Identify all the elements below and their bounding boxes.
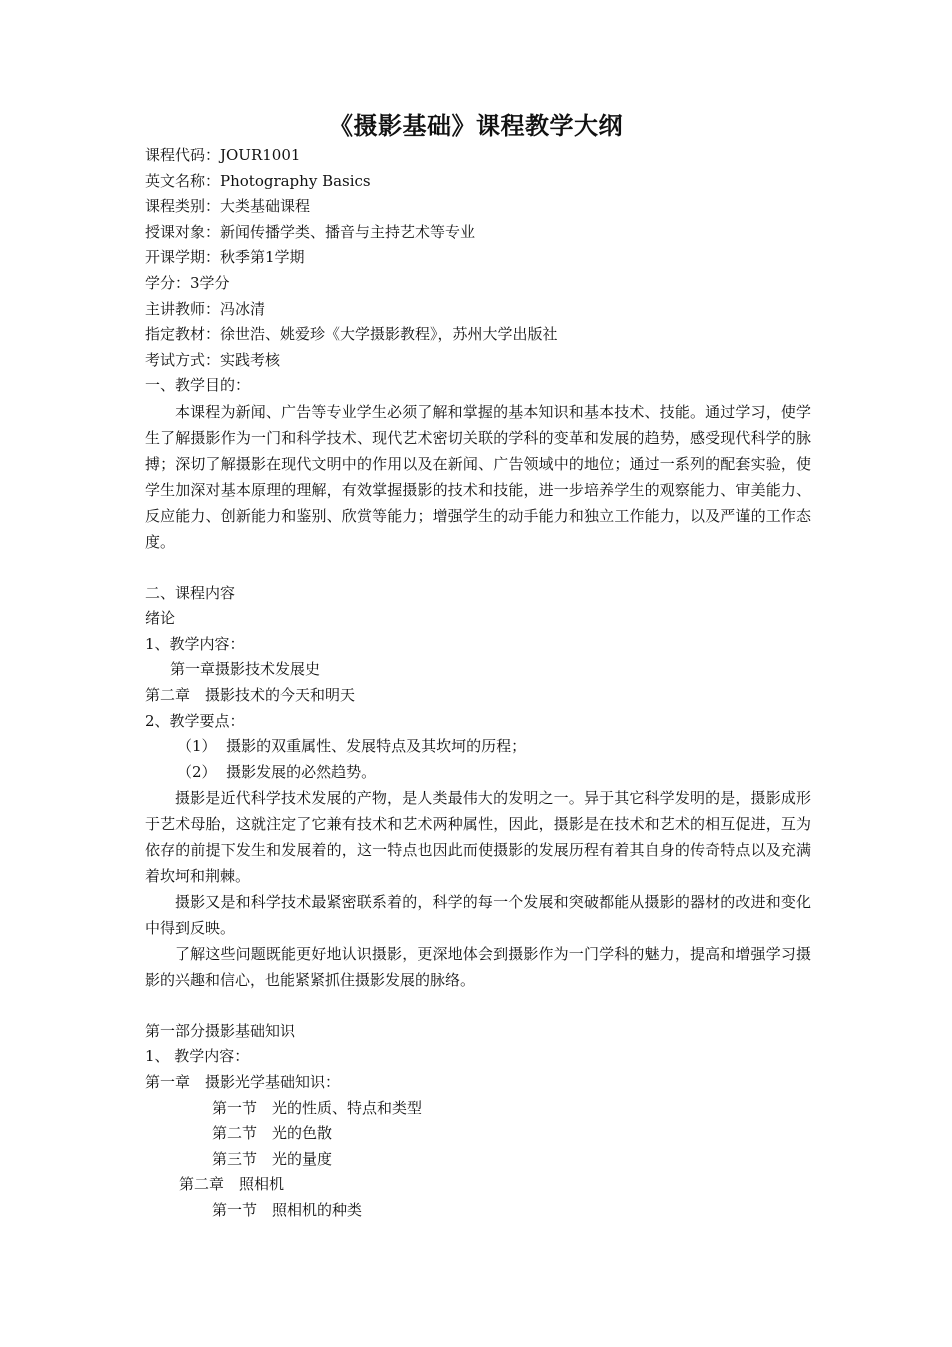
- intro-paragraph-3: 了解这些问题既能更好地认识摄影，更深地体会到摄影作为一门学科的魅力，提高和增强学习摄影的兴趣和信心，也能紧紧抓住摄影发展的脉络。: [145, 945, 811, 990]
- section-heading-content: 二、课程内容: [145, 583, 236, 602]
- intro-paragraph-1: 摄影是近代科学技术发展的产物，是人类最伟大的发明之一。异于其它科学发明的是，摄影成形于艺术母胎，这就注定了它兼有技术和艺术两种属性，因此，摄影是在技术和艺术的相互促进，互为依存的前提下发生和发展着的，这一特点也因此而使摄影的发展历程有着其自身的传奇特点以及充满着坎坷和荆棘。: [145, 789, 811, 886]
- info-audience: 授课对象：新闻传播学类、播音与主持艺术等专业: [145, 222, 476, 241]
- document-body: [145, 143, 811, 1224]
- document-title: 《摄影基础》课程教学大纲: [329, 112, 623, 140]
- info-semester: 开课学期：秋季第1学期: [145, 248, 305, 267]
- chapter1-section-3: 第三节 光的量度: [212, 1149, 333, 1168]
- info-course-code: 课程代码：JOUR1001: [145, 146, 301, 164]
- intro-paragraph-2: 摄影又是和科学技术最紧密联系着的，科学的每一个发展和突破都能从摄影的器材的改进和变化中得到反映。: [145, 893, 811, 938]
- part1-content-label: 1、 教学内容：: [145, 1047, 250, 1066]
- intro-chapter-1: 第一章摄影技术发展史: [170, 660, 321, 679]
- part1-chapter-1: 第一章 摄影光学基础知识：: [145, 1073, 341, 1092]
- content-label: 1、教学内容：: [145, 634, 245, 653]
- info-credits: 学分：3学分: [145, 273, 230, 292]
- info-exam-method: 考试方式：实践考核: [145, 350, 281, 369]
- intro-heading: 绪论: [145, 609, 176, 628]
- chapter1-section-2: 第二节 光的色散: [212, 1124, 333, 1143]
- part1-heading: 第一部分摄影基础知识: [145, 1021, 296, 1040]
- part1-chapter-2: 第二章 照相机: [179, 1175, 285, 1194]
- objectives-paragraph: 本课程为新闻、广告等专业学生必须了解和掌握的基本知识和基本技术、技能。通过学习，使学生了解摄影作为一门和科学技术、现代艺术密切关联的学科的变革和发展的趋势，感受现代科学的脉搏；深切了解摄影在现代文明中的作用以及在新闻、广告领域中的地位；通过一系列的配套实验，使学生加深对基本原理的理解，有效掌握摄影的技术和技能，进一步培养学生的观察能力、审美能力、反应能力、创新能力和鉴别、欣赏等能力；增强学生的动手能力和独立工作能力，以及严谨的工作态度。: [145, 402, 811, 551]
- chapter1-section-1: 第一节 光的性质、特点和类型: [212, 1098, 423, 1117]
- chapter2-section-1: 第一节 照相机的种类: [212, 1201, 363, 1220]
- point-item-1: （1） 摄影的双重属性、发展特点及其坎坷的历程；: [177, 737, 527, 756]
- intro-chapter-2: 第二章 摄影技术的今天和明天: [145, 685, 356, 704]
- info-course-category: 课程类别：大类基础课程: [145, 197, 311, 216]
- info-textbook: 指定教材：徐世浩、姚爱珍《大学摄影教程》，苏州大学出版社: [145, 325, 558, 344]
- blank-line: [145, 555, 811, 581]
- point-item-2: （2） 摄影发展的必然趋势。: [177, 762, 377, 781]
- blank-line: [145, 993, 811, 1019]
- section-heading-objectives: 一、教学目的：: [145, 376, 251, 395]
- points-label: 2、教学要点：: [145, 711, 245, 730]
- info-teacher: 主讲教师：冯冰清: [145, 299, 266, 318]
- info-english-name: 英文名称：Photography Basics: [145, 171, 371, 190]
